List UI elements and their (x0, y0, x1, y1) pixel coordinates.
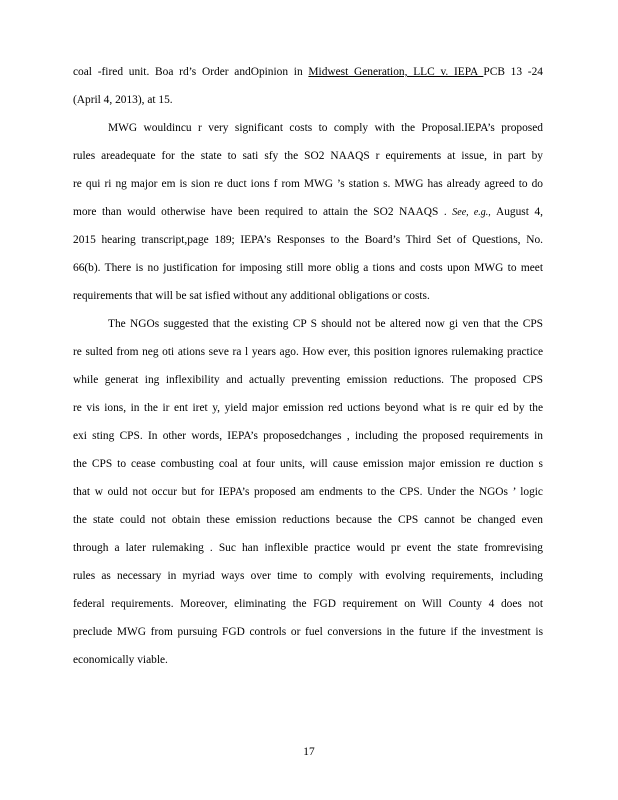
text-line (73, 149, 543, 163)
text-line (73, 541, 543, 555)
text-segment: the state could not obtain these emission reductions because the CPS cannot be changed even (73, 514, 543, 526)
text-line (73, 513, 543, 527)
text-segment: coal -fired unit. Boa rd’s Order andOpinion in (73, 66, 309, 78)
text-line (73, 233, 543, 247)
text-line (73, 65, 543, 79)
text-segment: re sulted from neg oti ations seve ra l years ago. How ever, this position ignores rulemaking practice (73, 346, 543, 358)
text-segment: rules areadequate for the state to sati sfy the SO2 NAAQS r equirements at issue, in part by (73, 150, 543, 162)
text-line (73, 177, 543, 191)
text-segment: PCB 13 -24 (483, 66, 543, 78)
text-line (73, 653, 543, 667)
text-segment: August 4, (495, 206, 543, 218)
citation-signal: See, e.g., (452, 207, 496, 218)
text-segment: more than would otherwise have been required to attain the SO2 NAAQS . (73, 206, 453, 218)
text-segment: rules as necessary in myriad ways over time to comply with evolving requirements, including (73, 570, 543, 582)
text-segment: MWG wouldincu r very significant costs to comply with the Proposal.IEPA’s proposed (108, 122, 543, 134)
text-segment: exi sting CPS. In other words, IEPA’s proposedchanges , including the proposed requirements in (73, 430, 543, 442)
text-line (73, 485, 543, 499)
text-segment: re vis ions, in the ir ent iret y, yield major emission red uctions beyond what is re quir ed by the (73, 402, 543, 414)
text-line (73, 569, 543, 583)
text-segment: The NGOs suggested that the existing CP S should not be altered now gi ven that the CPS (108, 318, 543, 330)
text-line (108, 121, 543, 135)
text-segment: re qui ri ng major em is sion re duct ions f rom MWG ’s station s. MWG has already agreed to do (73, 178, 543, 190)
text-line (108, 317, 543, 331)
text-segment: requirements that will be sat isfied without any additional obligations or costs. (73, 290, 430, 302)
text-line (73, 457, 543, 471)
text-line (73, 373, 543, 387)
text-line (73, 289, 543, 303)
text-segment: preclude MWG from pursuing FGD controls or fuel conversions in the future if the investment is (73, 626, 543, 638)
text-line (73, 261, 543, 275)
text-segment: while generat ing inflexibility and actually preventing emission reductions. The proposed CPS (73, 374, 543, 386)
text-segment: the CPS to cease combusting coal at four units, will cause emission major emission re duction s (73, 458, 543, 470)
text-segment: that w ould not occur but for IEPA’s proposed am endments to the CPS. Under the NGOs ’ logic (73, 486, 543, 498)
page-number: 17 (303, 746, 315, 758)
text-line (73, 429, 543, 443)
text-line (73, 93, 543, 107)
text-line (73, 345, 543, 359)
text-line (73, 205, 543, 220)
text-segment: 2015 hearing transcript,page 189; IEPA’s Responses to the Board’s Third Set of Questions, No. (73, 234, 543, 246)
text-segment: through a later rulemaking . Suc han inflexible practice would pr event the state fromrevising (73, 542, 543, 554)
text-segment: federal requirements. Moreover, eliminating the FGD requirement on Will County 4 does not (73, 598, 543, 610)
text-line (73, 597, 543, 611)
text-segment: economically viable. (73, 654, 168, 666)
text-line (73, 625, 543, 639)
case-citation: Midwest Generation, LLC v. IEPA (308, 66, 484, 78)
text-segment: (April 4, 2013), at 15. (73, 94, 173, 106)
text-line (73, 401, 543, 415)
text-segment: 66(b). There is no justification for imposing still more oblig a tions and costs upon MWG to meet (73, 262, 543, 274)
